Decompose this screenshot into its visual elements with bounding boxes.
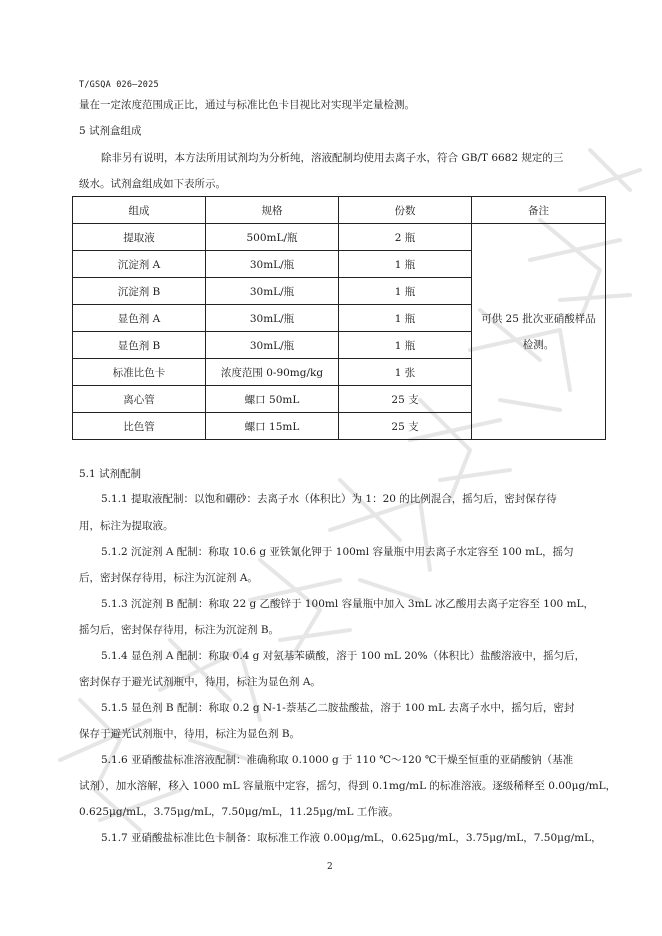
clause-5-1-3-line-2: 摇匀后，密封保存待用，标注为沉淀剂 B。	[79, 624, 280, 636]
cell-specification: 30mL/瓶	[206, 305, 339, 332]
clause-5-1-4-line-1: 5.1.4 显色剂 A 配制：称取 0.4 g 对氨基苯磺酸，溶于 100 mL 20%（体积比）盐酸溶液中，摇匀后，	[101, 650, 586, 662]
cell-quantity: 1 瓶	[339, 332, 472, 359]
clause-5-1-2-line-2: 后，密封保存待用，标注为沉淀剂 A。	[79, 572, 258, 584]
clause-5-1-6-line-2: 试剂），加水溶解，移入 1000 mL 容量瓶中定容，摇匀，得到 0.1mg/mL 的标准溶液。逐级稀释至 0.00μg/mL，	[79, 780, 617, 792]
section-5-paragraph-line-2: 级水。试剂盒组成如下表所示。	[79, 178, 226, 190]
clause-5-1-1-line-2: 用，标注为提取液。	[79, 520, 174, 532]
cell-composition: 沉淀剂 B	[73, 278, 206, 305]
clause-5-1-5-line-1: 5.1.5 显色剂 B 配制：称取 0.2 g N-1-萘基乙二胺盐酸盐，溶于 100 mL 去离子水中，摇匀后，密封	[101, 702, 575, 714]
clause-5-1-6-line-3: 0.625μg/mL，3.75μg/mL，7.50μg/mL，11.25μg/mL 工作液。	[79, 806, 399, 818]
clause-5-1-7-line-1: 5.1.7 亚硝酸盐标准比色卡制备：取标准工作液 0.00μg/mL，0.625μg/mL，3.75μg/mL，7.50μg/mL，	[101, 832, 602, 844]
cell-quantity: 1 瓶	[339, 305, 472, 332]
cell-composition: 比色管	[73, 413, 206, 440]
cell-composition: 标准比色卡	[73, 359, 206, 386]
page-number: 2	[327, 862, 333, 872]
cell-remarks	[472, 224, 606, 440]
clause-5-1-1-line-1: 5.1.1 提取液配制：以饱和硼砂：去离子水（体积比）为 1：20 的比例混合，摇匀后，密封保存待	[101, 493, 557, 505]
section-5-paragraph-line-1: 除非另有说明，本方法所用试剂均为分析纯，溶液配制均使用去离子水，符合 GB/T 6682 规定的三	[101, 152, 564, 164]
section-5-title: 5 试剂盒组成	[79, 125, 142, 137]
cell-composition: 显色剂 A	[73, 305, 206, 332]
cell-quantity: 2 瓶	[339, 224, 472, 251]
clause-5-1-4-line-2: 密封保存于避光试剂瓶中，待用，标注为显色剂 A。	[79, 676, 321, 688]
cell-specification: 30mL/瓶	[206, 251, 339, 278]
clause-5-1-6-line-1: 5.1.6 亚硝酸盐标准溶液配制：准确称取 0.1000 g 于 110 ℃～120 ℃干燥至恒重的亚硝酸钠（基准	[101, 754, 574, 766]
header-remarks: 备注	[472, 197, 606, 224]
remarks-line-1: 可供 25 批次亚硝酸样品	[481, 312, 596, 325]
table-row	[73, 224, 606, 251]
cell-composition: 沉淀剂 A	[73, 251, 206, 278]
header-quantity: 份数	[339, 197, 472, 224]
cell-specification: 30mL/瓶	[206, 278, 339, 305]
cell-specification: 浓度范围 0-90mg/kg	[206, 359, 339, 386]
cell-quantity: 1 张	[339, 359, 472, 386]
section-5-1-title: 5.1 试剂配制	[79, 468, 142, 480]
intro-continuation-text: 量在一定浓度范围成正比，通过与标准比色卡目视比对实现半定量检测。	[79, 99, 415, 111]
cell-specification: 500mL/瓶	[206, 224, 339, 251]
cell-specification: 螺口 15mL	[206, 413, 339, 440]
cell-composition: 显色剂 B	[73, 332, 206, 359]
cell-specification: 30mL/瓶	[206, 332, 339, 359]
clause-5-1-3-line-1: 5.1.3 沉淀剂 B 配制：称取 22 g 乙酸锌于 100ml 容量瓶中加入 3mL 冰乙酸用去离子定容至 100 mL，	[101, 598, 595, 610]
cell-composition: 提取液	[73, 224, 206, 251]
cell-quantity: 1 瓶	[339, 251, 472, 278]
cell-quantity: 25 支	[339, 413, 472, 440]
cell-quantity: 25 支	[339, 386, 472, 413]
table-header-row	[73, 197, 606, 224]
header-specification: 规格	[206, 197, 339, 224]
standard-code-header: T/GSQA 026—2025	[79, 80, 159, 90]
cell-specification: 螺口 50mL	[206, 386, 339, 413]
reagent-kit-table	[72, 196, 606, 440]
clause-5-1-5-line-2: 保存于避光试剂瓶中，待用，标注为显色剂 B。	[79, 728, 301, 740]
remarks-line-2: 检测。	[522, 338, 555, 351]
clause-5-1-2-line-1: 5.1.2 沉淀剂 A 配制：称取 10.6 g 亚铁氰化钾于 100ml 容量瓶中用去离子水定容至 100 mL，摇匀	[101, 546, 574, 558]
cell-composition: 离心管	[73, 386, 206, 413]
header-composition: 组成	[73, 197, 206, 224]
cell-quantity: 1 瓶	[339, 278, 472, 305]
